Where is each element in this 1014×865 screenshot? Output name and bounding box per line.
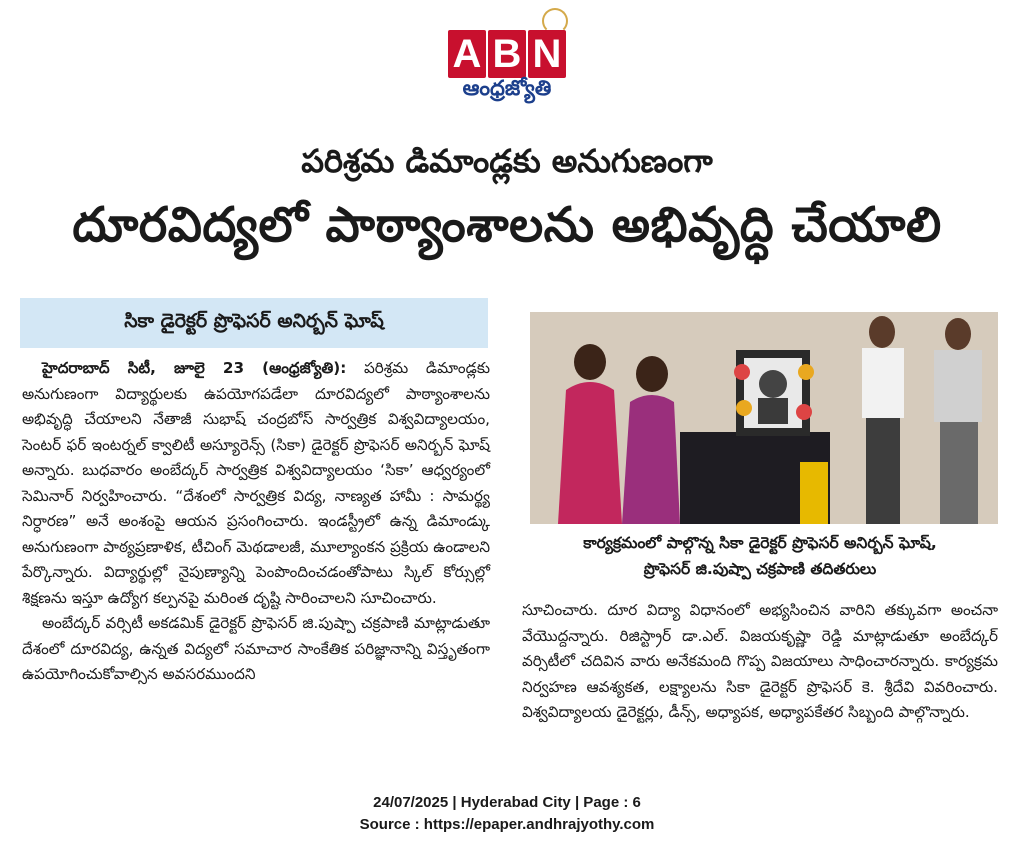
article-paragraph: అంబేద్కర్ వర్సిటీ అకడమిక్ డైరెక్టర్ ప్రొఫెసర్ జి.పుష్పా చక్రపాణి మాట్లాడుతూ దేశంలో దూరవిద్య, ఉన్నత విద్యలో సమాచార సాంకేతిక పరిజ్ఞానాన్ని విస్తృతంగా ఉపయోగించుకోవాల్సిన అవసరముందని <box>22 614 490 683</box>
photo-caption-line: కార్యక్రమంలో పాల్గొన్న సికా డైరెక్టర్ ప్రొఫెసర్ అనిర్బన్ ఘోష్, <box>583 534 937 552</box>
article-column-right <box>522 598 998 726</box>
logo-letter: N <box>528 30 566 78</box>
article-paragraph: సూచించారు. దూర విద్యా విధానంలో అభ్యసించిన వారిని తక్కువగా అంచనా వేయొద్దన్నారు. రిజిస్ట్రార్ డా.ఎల్. విజయకృష్ణా రెడ్డి మాట్లాడుతూ అంబేద్కర్ వర్సిటీలో చదివిన వారు అనేకమంది గొప్ప విజయాలు సాధించారన్నారు. కార్యక్రమ నిర్వహణ ఆవశ్యకత, లక్ష్యాలను సికా డైరెక్టర్ ప్రొఫెసర్ కె. శ్రీదేవి వివరించారు. విశ్వవిద్యాలయ డైరెక్టర్లు, డీన్స్, అధ్యాపక, అధ్యాపకేతర సిబ్బంది పాల్గొన్నారు. <box>522 601 998 721</box>
abn-letters <box>448 30 566 78</box>
article-column-left <box>22 356 490 688</box>
logo-subtitle: ఆంధ్రజ్యోతి <box>462 76 552 100</box>
article-headline: దూరవిద్యలో పాఠ్యాంశాలను అభివృద్ధి చేయాలి <box>72 197 942 253</box>
article-byline: సికా డైరెక్టర్ ప్రొఫెసర్ అనిర్బన్ ఘోష్ <box>20 298 488 348</box>
article-paragraph-text: పరిశ్రమ డిమాండ్లకు అనుగుణంగా విద్యార్థులకు ఉపయోగపడేలా దూరవిద్యలో పాఠ్యాంశాలను అభివృద్ధి చేయాలని నేతాజీ సుభాష్ చంద్రబోస్ సార్వత్రిక విశ్వవిద్యాలయం, సెంటర్ ఫర్ ఇంటర్నల్ క్వాలిటీ అస్యూరెన్స్ (సికా) డైరెక్టర్ ప్రొఫెసర్ అనిర్బన్ ఘోష్ అన్నారు. బుధవారం అంబేద్కర్ సార్వత్రిక విశ్వవిద్యాలయం ‘సికా’ ఆధ్వర్యంలో సెమినార్ నిర్వహించారు. “దేశంలో సార్వత్రిక విద్య, నాణ్యత హామీ : సామర్థ్య నిర్ధారణ” అనే అంశంపై ఆయన ప్రసంగించారు. ఇండస్ట్రీలో ఉన్న డిమాండ్కు అనుగుణంగా పాఠ్యప్రణాళిక, టీచింగ్ మెథడాలజీ, మూల్యాంకన ప్రక్రియ ఉండాలని పేర్కొన్నారు. విద్యార్థుల్లో నైపుణ్యాన్ని పెంపొందించడంతోపాటు స్కిల్ కోర్సుల్లో శిక్షణను ఇస్తూ ఉద్యోగ కల్పనపై మరింత దృష్టి సారించాలని సూచించారు. <box>22 359 490 607</box>
article-dateline: హైదరాబాద్ సిటీ, జూలై 23 (ఆంధ్రజ్యోతి): <box>42 359 347 377</box>
photo-caption <box>522 530 998 582</box>
abn-logo <box>446 8 568 100</box>
logo-letter: A <box>448 30 486 78</box>
footer-source-line: Source : https://epaper.andhrajyothy.com <box>359 816 655 833</box>
photo-caption-line: ప్రొఫెసర్ జి.పుష్పా చక్రపాణి తదితరులు <box>643 560 877 578</box>
event-photo-illustration <box>530 312 998 524</box>
article-kicker: పరిశ్రమ డిమాండ్లకు అనుగుణంగా <box>301 142 713 180</box>
event-photo <box>530 312 998 524</box>
page-footer <box>0 792 1014 836</box>
footer-date-line: 24/07/2025 | Hyderabad City | Page : 6 <box>373 794 641 811</box>
logo-letter: B <box>488 30 526 78</box>
article-paragraph <box>22 356 490 611</box>
